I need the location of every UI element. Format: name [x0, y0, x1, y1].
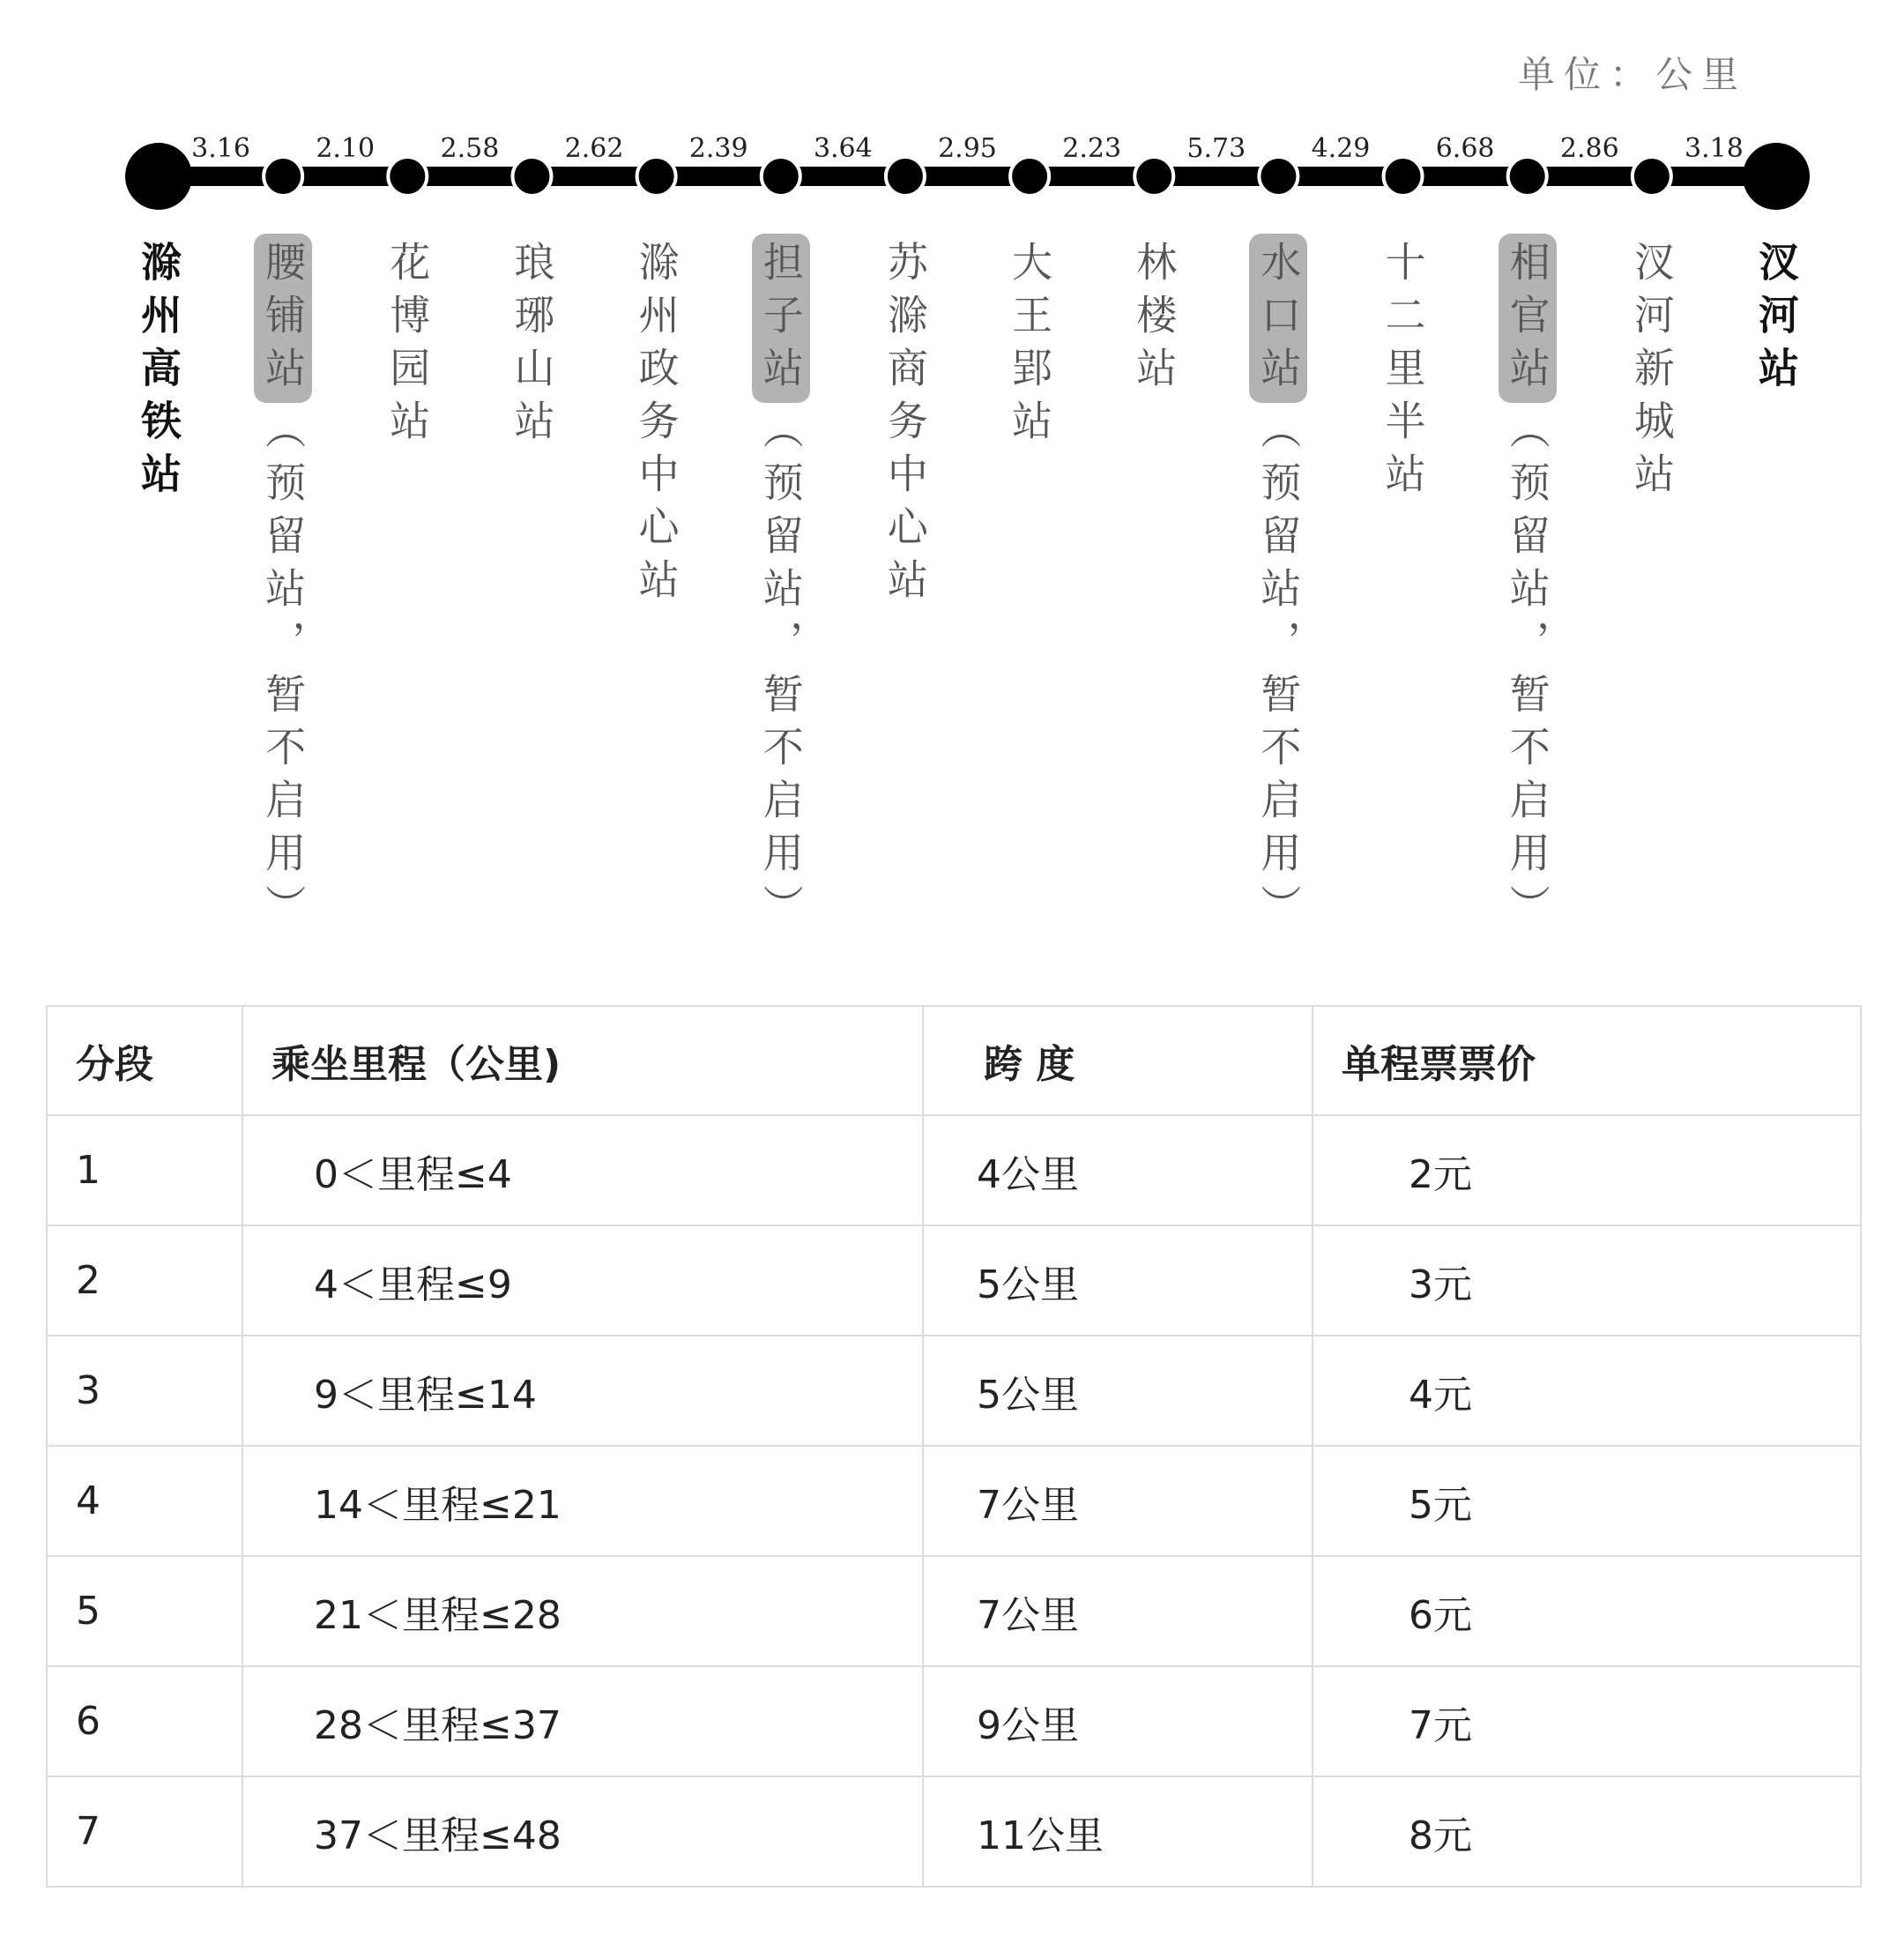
station-dot — [637, 157, 676, 196]
station-name: 担子站 — [752, 234, 810, 403]
segment-distance-label: 2.58 — [440, 133, 500, 164]
fare-segment-cell: 3 — [47, 1336, 242, 1446]
station-label — [1119, 234, 1189, 403]
fare-price-cell: 8元 — [1313, 1776, 1861, 1887]
station-label — [1617, 234, 1687, 509]
header-fare: 单程票票价 — [1313, 1006, 1861, 1115]
fare-mileage-cell: 4＜里程≤9 — [242, 1225, 923, 1336]
fare-span-cell: 11公里 — [923, 1776, 1313, 1887]
fare-price-cell: 2元 — [1313, 1115, 1861, 1225]
segment-distance-label: 2.86 — [1559, 133, 1619, 164]
station-name: 滁州政务中心站 — [632, 241, 681, 611]
table-row — [47, 1446, 1861, 1556]
fare-segment-cell: 5 — [47, 1556, 242, 1666]
fare-price-cell: 4元 — [1313, 1336, 1861, 1446]
station-dot — [886, 157, 925, 196]
segment-distance-label: 5.73 — [1186, 133, 1246, 164]
segment-distance-label: 2.62 — [564, 133, 624, 164]
segment-distance-label: 2.95 — [938, 133, 997, 164]
unit-label: 单位：公里 — [1517, 53, 1747, 96]
fare-segment-cell: 4 — [47, 1446, 242, 1556]
segment-distance-label: 3.64 — [813, 133, 873, 164]
route-line-diagram — [0, 106, 1904, 212]
station-label — [1243, 234, 1313, 937]
station-label — [1492, 234, 1563, 937]
station-name: 花博园站 — [383, 241, 432, 452]
fare-price-cell: 6元 — [1313, 1556, 1861, 1666]
station-note: （预留站，暂不启用） — [1254, 408, 1303, 937]
station-name: 大王郢站 — [1006, 241, 1054, 452]
fare-mileage-cell: 21＜里程≤28 — [242, 1556, 923, 1666]
table-row — [47, 1666, 1861, 1776]
segment-distance-label: 2.39 — [688, 133, 748, 164]
station-label — [621, 234, 692, 614]
station-name: 琅琊山站 — [508, 241, 556, 452]
station-label — [1741, 234, 1811, 403]
segment-distance-label: 6.68 — [1435, 133, 1495, 164]
station-name: 十二里半站 — [1379, 241, 1427, 505]
fare-mileage-cell: 37＜里程≤48 — [242, 1776, 923, 1887]
fare-segment-cell: 2 — [47, 1225, 242, 1336]
header-span: 跨 度 — [923, 1006, 1313, 1115]
station-label — [372, 234, 443, 456]
station-note: （预留站，暂不启用） — [259, 408, 308, 937]
station-dot — [1010, 157, 1049, 196]
station-dot — [1633, 157, 1671, 196]
fare-price-cell: 3元 — [1313, 1225, 1861, 1336]
station-dot — [512, 157, 551, 196]
segment-distance-label: 2.23 — [1062, 133, 1122, 164]
station-dot — [1259, 157, 1298, 196]
station-dot — [1508, 157, 1547, 196]
station-dot — [1134, 157, 1173, 196]
table-row — [47, 1776, 1861, 1887]
station-name: 水口站 — [1249, 234, 1307, 403]
station-dot — [388, 157, 427, 196]
segment-distance-label: 3.18 — [1685, 133, 1744, 164]
station-name: 汊河新城站 — [1627, 241, 1676, 505]
header-mileage: 乘坐里程（公里) — [242, 1006, 923, 1115]
station-dot — [264, 157, 302, 196]
station-label — [248, 234, 318, 937]
station-name: 汊河站 — [1752, 241, 1800, 399]
station-name: 苏滁商务中心站 — [881, 241, 929, 611]
station-label — [496, 234, 567, 456]
fare-mileage-cell: 28＜里程≤37 — [242, 1666, 923, 1776]
fare-price-cell: 5元 — [1313, 1446, 1861, 1556]
segment-distance-label: 4.29 — [1311, 133, 1371, 164]
fare-span-cell: 5公里 — [923, 1225, 1313, 1336]
station-dot — [1384, 157, 1423, 196]
table-row — [47, 1556, 1861, 1666]
table-row — [47, 1225, 1861, 1336]
fare-segment-cell: 6 — [47, 1666, 242, 1776]
segment-distance-label: 3.16 — [191, 133, 250, 164]
fare-table — [46, 1005, 1862, 1888]
terminal-station-dot — [125, 143, 192, 210]
segment-distance-label: 2.10 — [316, 133, 376, 164]
fare-span-cell: 7公里 — [923, 1446, 1313, 1556]
station-label — [123, 234, 194, 509]
fare-span-cell: 4公里 — [923, 1115, 1313, 1225]
station-name: 滁州高铁站 — [135, 241, 182, 505]
fare-span-cell: 7公里 — [923, 1556, 1313, 1666]
table-row — [47, 1336, 1861, 1446]
station-name: 林楼站 — [1130, 241, 1179, 399]
terminal-station-dot — [1743, 143, 1810, 210]
table-row — [47, 1115, 1861, 1225]
fare-mileage-cell: 9＜里程≤14 — [242, 1336, 923, 1446]
fare-span-cell: 5公里 — [923, 1336, 1313, 1446]
fare-table-header-row — [47, 1006, 1861, 1115]
station-label — [1368, 234, 1439, 509]
station-name: 腰铺站 — [254, 234, 312, 403]
station-labels — [0, 234, 1904, 939]
station-label — [870, 234, 941, 614]
fare-segment-cell: 7 — [47, 1776, 242, 1887]
station-note: （预留站，暂不启用） — [756, 408, 805, 937]
header-segment: 分段 — [47, 1006, 242, 1115]
fare-price-cell: 7元 — [1313, 1666, 1861, 1776]
station-label — [994, 234, 1065, 456]
fare-span-cell: 9公里 — [923, 1666, 1313, 1776]
fare-mileage-cell: 14＜里程≤21 — [242, 1446, 923, 1556]
station-dot — [762, 157, 800, 196]
station-name: 相官站 — [1499, 234, 1557, 403]
fare-mileage-cell: 0＜里程≤4 — [242, 1115, 923, 1225]
station-note: （预留站，暂不启用） — [1503, 408, 1551, 937]
station-label — [746, 234, 816, 937]
fare-segment-cell: 1 — [47, 1115, 242, 1225]
